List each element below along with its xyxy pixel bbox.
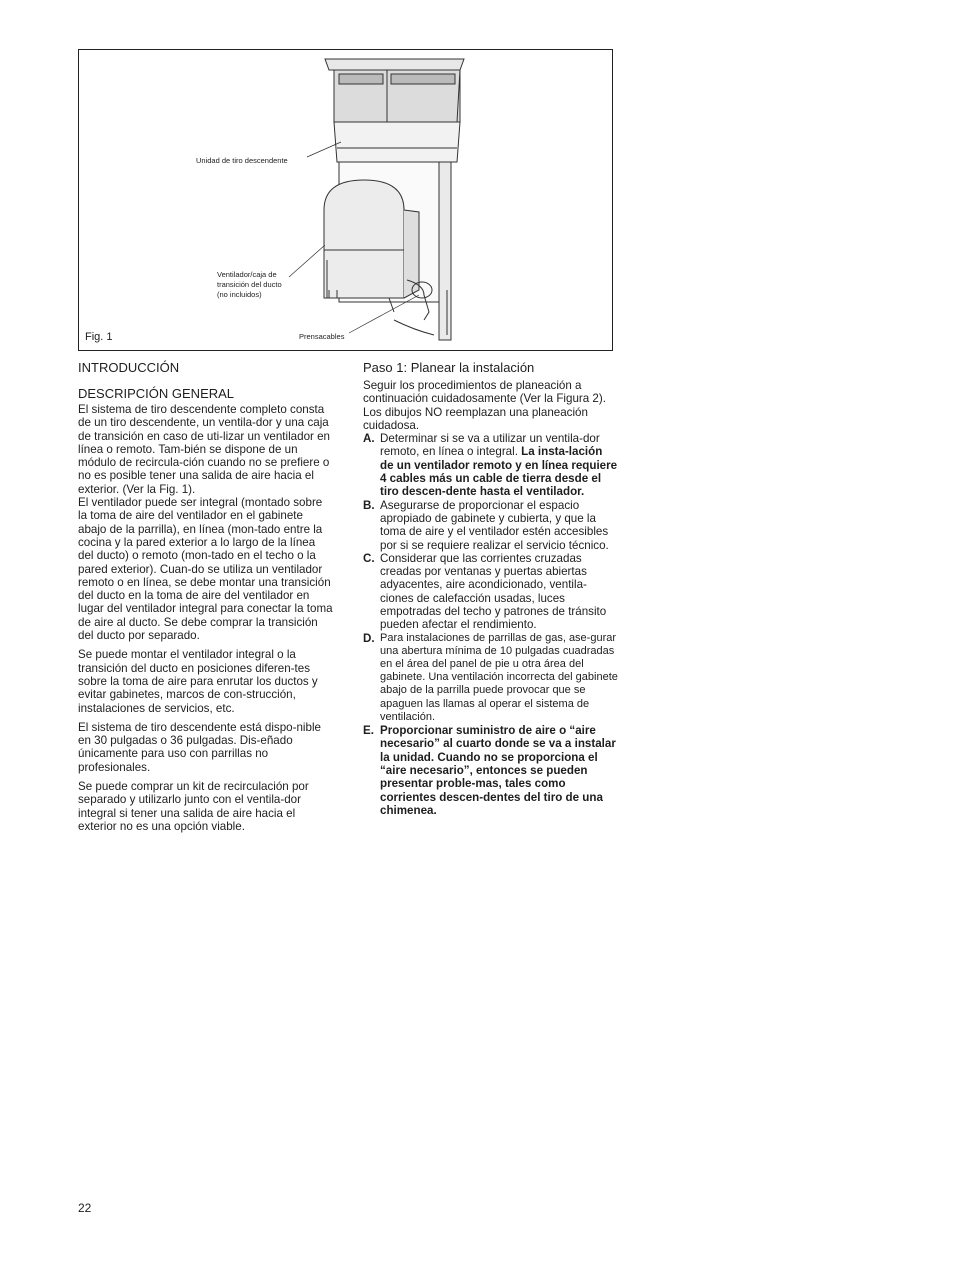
callout-blower-line: Ventilador/caja de xyxy=(217,270,277,279)
list-item-e xyxy=(363,724,618,817)
list-text-bold: La insta-lación de un ventilador remoto y en línea requiere 4 cables más un cable de tierra desde el tiro descen-dente hasta el ventilador. xyxy=(380,445,618,499)
heading-introduction: INTRODUCCIÓN xyxy=(78,360,180,375)
figure-1 xyxy=(78,49,613,351)
list-text: Considerar que las corrientes cruzadas creadas por ventanas y puertas abiertas adyacentes, aire acondicionado, ventila-ciones de calefacción usadas, luces empotradas del techo y patrones de tránsito pueden afectar el rendimiento. xyxy=(380,551,607,632)
downdraft-illustration xyxy=(79,50,612,350)
left-column xyxy=(78,360,333,839)
list-item-c xyxy=(363,552,618,632)
list-text-regular: Determinar si se va a utilizar un ventila-dor remoto, en línea o integral. xyxy=(380,432,600,459)
list-item-b xyxy=(363,499,618,552)
paragraph: Se puede montar el ventilador integral o la transición del ducto en posiciones diferen-tes sobre la toma de aire para enrutar los ductos y evitar gabinetes, marcos de con-strucción, instalaciones de servicios, etc. xyxy=(78,648,318,715)
callout-strain-relief: Prensacables xyxy=(299,332,345,341)
list-text-bold: Proporcionar suministro de aire o “aire necesario” al cuarto donde se va a instalar la unidad. Cuando no se proporciona el “aire necesario”, entonces se pueden presentar proble-mas, tales como corrientes descen-dentes del tiro de una chimenea. xyxy=(380,724,616,817)
paragraph: Seguir los procedimientos de planeación a continuación cuidadosamente (Ver la Figura 2). Los dibujos NO reemplazan una planeación cuidadosa. xyxy=(363,379,606,432)
figure-caption: Fig. 1 xyxy=(85,331,113,343)
list-text xyxy=(380,432,618,498)
right-column xyxy=(363,360,618,817)
paragraph: El sistema de tiro descendente está dispo-nible en 30 pulgadas o 36 pulgadas. Dis-eñado únicamente para uso con parrillas no profesionales. xyxy=(78,720,321,774)
heading-step-1: Paso 1: Planear la instalación xyxy=(363,360,535,375)
heading-general-description: DESCRIPCIÓN GENERAL xyxy=(78,386,235,401)
paragraph: Se puede comprar un kit de recirculación por separado y utilizarlo junto con el ventila-dor integral si tener una salida de aire hacia el exterior no es una opción viable. xyxy=(78,780,309,833)
paragraph: El sistema de tiro descendente completo consta de un tiro descendente, un ventila-dor y una caja de transición en caso de uti-lizar un ventilador en línea o remoto. Tam-bién se dispone de un módulo de recircula-ción cuando no se prefiere o no es posible tener una salida de aire hacia el exterior. (Ver la Fig. 1). xyxy=(78,403,330,496)
paragraph: El ventilador puede ser integral (montado sobre la toma de aire del ventilador en el gabinete abajo de la parrilla), en línea (mon-tado entre la cocina y la pared exterior a lo largo de la línea del ducto) o remoto (mon-tado en el techo o la pared exterior). Cuan-do se utiliza un ventilador remoto o en línea, se debe montar una transición del ducto en la toma de aire del ventilador en lugar del ventilador integral para conectar la toma de aire al ducto. Se debe comprar la transición del ducto por separado. xyxy=(78,496,333,643)
page-number: 22 xyxy=(78,1201,92,1215)
list-text: Para instalaciones de parrillas de gas, ase-gurar una abertura mínima de 10 pulgadas cuadradas en el área del panel de pie u otra área del gabinete. Una ventilación incorrecta del gabinete abajo de la parrilla puede provocar que se apaguen las llamas al operar el sistema de ventilación. xyxy=(380,631,618,723)
callout-downdraft-unit: Unidad de tiro descendente xyxy=(196,156,288,165)
list-item-a xyxy=(363,432,618,498)
list-text: Asegurarse de proporcionar el espacio apropiado de gabinete y cubierta, y que la toma de aire y el ventilador estén accesibles por si se requiere realizar el servicio técnico. xyxy=(380,498,609,552)
callout-blower xyxy=(217,270,282,300)
list-letter: A. xyxy=(363,432,375,446)
callout-blower-line: (no incluidos) xyxy=(217,290,262,299)
list-letter: B. xyxy=(363,498,375,512)
list-letter: E. xyxy=(363,724,374,738)
callout-blower-line: transición del ducto xyxy=(217,280,282,289)
list-letter: D. xyxy=(363,631,375,645)
list-letter: C. xyxy=(363,551,375,565)
list-item-d xyxy=(363,632,618,724)
